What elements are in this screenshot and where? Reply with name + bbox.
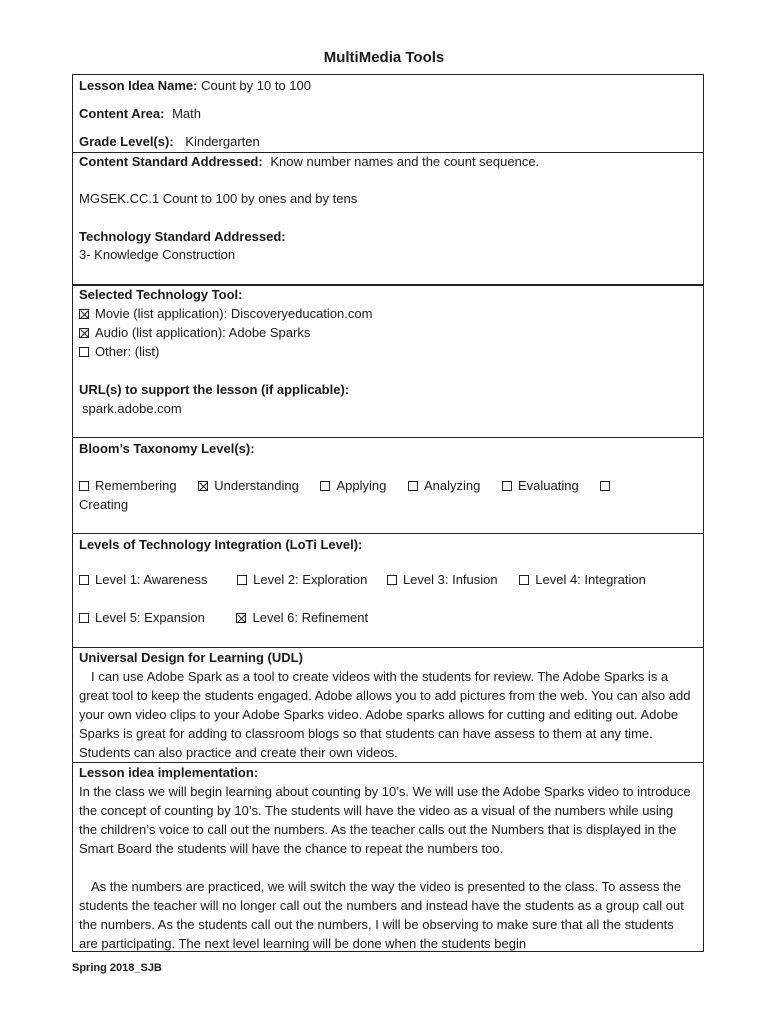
- blooms-label: Bloom’s Taxonomy Level(s):: [79, 441, 255, 456]
- implementation-paragraph-1: In the class we will begin learning about counting by 10’s. We will use the Adobe Sparks video to introduce the concept of counting by 10’s. The students will have the video as a visual of the numbers while using the children’s voice to call out the numbers. As the teacher calls out the Numbers that is displayed in the Smart Board the students will have the chance to repeat the numbers too.: [79, 784, 691, 856]
- loti-level-3: Level 3: Infusion: [387, 571, 498, 589]
- loti-section: [73, 534, 703, 648]
- evaluating-checkbox[interactable]: [502, 481, 512, 491]
- udl-section: [73, 648, 703, 763]
- understanding-checkbox[interactable]: [198, 481, 208, 491]
- udl-label: Universal Design for Learning (UDL): [79, 650, 303, 665]
- tech-standard-value: 3- Knowledge Construction: [79, 247, 236, 262]
- loti-level-4: Level 4: Integration: [519, 571, 646, 589]
- implementation-paragraph-2: As the numbers are practiced, we will switch the way the video is presented to the class. To assess the students the teacher will no longer call out the numbers and instead have the students as a group call out the numbers. As the students call out the numbers, I will be observing to make sure that all the students are participating. The next level learning will be done when the students begin: [79, 879, 684, 951]
- blooms-levels-row: [79, 477, 616, 495]
- lesson-info-section: [73, 75, 703, 153]
- udl-text: I can use Adobe Spark as a tool to create videos with the students for review. The Adobe Sparks is a great tool to keep the students engaged. Adobe allows you to add pictures from the web. You can also add your own video clips to your Adobe Sparks video. Adobe sparks allows for cutting and editing out. Adobe Sparks is great for adding to classroom blogs so that students can have assess to them at any time. Students can also practice and create their own videos.: [79, 669, 691, 760]
- loti-level-2: Level 2: Exploration: [237, 571, 367, 589]
- lesson-plan-table: [72, 74, 704, 952]
- level4-checkbox[interactable]: [519, 575, 529, 585]
- content-standard-value: Know number names and the count sequence.: [270, 154, 540, 169]
- blooms-remembering: Remembering: [79, 477, 177, 495]
- blooms-analyzing: Analyzing: [408, 477, 480, 495]
- document-title: MultiMedia Tools: [323, 49, 445, 66]
- movie-checkbox[interactable]: [79, 309, 89, 319]
- content-area-value: Math: [172, 106, 201, 121]
- blooms-creating-label: Creating: [79, 497, 129, 512]
- grade-level-value: Kindergarten: [185, 134, 260, 149]
- other-checkbox[interactable]: [79, 347, 89, 357]
- blooms-understanding: Understanding: [198, 477, 299, 495]
- level2-checkbox[interactable]: [237, 575, 247, 585]
- tech-tool-label: Selected Technology Tool:: [79, 287, 243, 302]
- implementation-section: [73, 763, 703, 951]
- content-area-row: [79, 105, 201, 123]
- technology-tool-section: [73, 286, 703, 438]
- audio-checkbox[interactable]: [79, 328, 89, 338]
- lesson-idea-value: Count by 10 to 100: [201, 78, 311, 93]
- level5-checkbox[interactable]: [79, 613, 89, 623]
- grade-level-row: [79, 133, 260, 151]
- standards-section: [73, 153, 703, 286]
- loti-level-1: Level 1: Awareness: [79, 571, 208, 589]
- loti-label: Levels of Technology Integration (LoTi Level):: [79, 537, 363, 552]
- blooms-evaluating: Evaluating: [502, 477, 579, 495]
- implementation-label: Lesson idea implementation:: [79, 765, 259, 780]
- lesson-idea-row: [79, 77, 311, 95]
- audio-option: [79, 324, 310, 342]
- loti-level-6: Level 6: Refinement: [236, 609, 368, 627]
- movie-label: Movie (list application): Discoveryeducation.com: [95, 306, 373, 321]
- lesson-idea-label: Lesson Idea Name:: [79, 78, 198, 93]
- analyzing-checkbox[interactable]: [408, 481, 418, 491]
- blooms-section: [73, 438, 703, 534]
- grade-level-label: Grade Level(s):: [79, 134, 174, 149]
- audio-label: Audio (list application): Adobe Sparks: [95, 325, 311, 340]
- loti-level-5: Level 5: Expansion: [79, 609, 205, 627]
- level1-checkbox[interactable]: [79, 575, 89, 585]
- remembering-checkbox[interactable]: [79, 481, 89, 491]
- standard-code: MGSEK.CC.1 Count to 100 by ones and by tens: [79, 191, 358, 206]
- blooms-applying: Applying: [320, 477, 386, 495]
- loti-row-1: [79, 571, 646, 589]
- applying-checkbox[interactable]: [320, 481, 330, 491]
- other-option: [79, 343, 159, 361]
- content-standard-label: Content Standard Addressed:: [79, 154, 263, 169]
- loti-row-2: [79, 609, 386, 627]
- tech-standard-label: Technology Standard Addressed:: [79, 229, 286, 244]
- creating-checkbox[interactable]: [600, 481, 610, 491]
- content-area-label: Content Area:: [79, 106, 165, 121]
- level3-checkbox[interactable]: [387, 575, 397, 585]
- other-label: Other: (list): [95, 344, 160, 359]
- level6-checkbox[interactable]: [236, 613, 246, 623]
- url-label: URL(s) to support the lesson (if applicable):: [79, 382, 350, 397]
- movie-option: [79, 305, 372, 323]
- content-standard-row: [79, 153, 539, 171]
- url-value: spark.adobe.com: [82, 401, 182, 416]
- footer-text: Spring 2018_SJB: [72, 962, 162, 974]
